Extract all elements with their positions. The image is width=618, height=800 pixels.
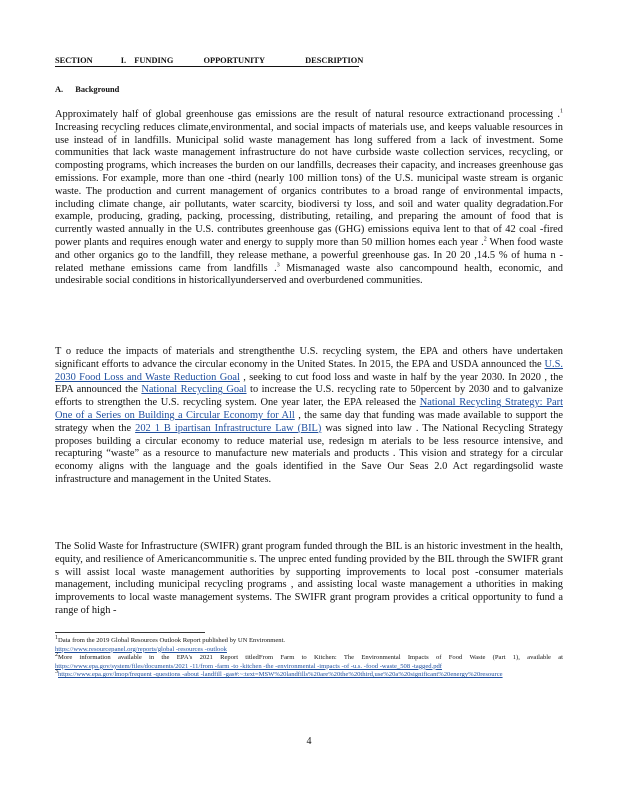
section-number: I.	[120, 56, 127, 65]
footnote-3-link[interactable]: https://www.epa.gov/lmop/frequent -questions -about -landfill -gas#:~:text=MSW%20landfills%20are%20the%20third,use%20a%20significant%20energy%20resource	[58, 671, 503, 679]
footnote-1-link[interactable]: https://www.resourcepanel.org/reports/global -resources -outlook	[55, 645, 227, 653]
footnote-3-number: 3	[55, 669, 58, 676]
footnote-ref-3[interactable]: 3	[276, 262, 280, 269]
paragraph-text: was signed into law . The National Recycling Strategy proposes building a circular economy to reduce material use, redesign m aterials to be less resource intensive, and recapturing “waste” as a resource to manufacture new materials and products . This vision and strategy for a circular economy aligns with the language and the goals identified in the Save Our Seas 2.0 Act regardingsolid waste infrastructure and management in the United States.	[55, 422, 563, 485]
paragraph-text: T o reduce the impacts of materials and strengthenthe U.S. recycling system, the EPA and others have undertaken significant efforts to advance the circular economy in the United States. In 2015, the EPA and USDA announced the	[55, 346, 563, 370]
sub-heading	[55, 85, 119, 94]
link-bipartisan-infrastructure-law[interactable]: 202 1 B ipartisan Infrastructure Law (BIL)	[135, 422, 322, 434]
section-title-word-3: DESCRIPTION	[305, 56, 364, 65]
paragraph-background	[55, 109, 563, 288]
section-title-word-2: OPPORTUNITY	[203, 56, 266, 65]
footnotes	[55, 634, 563, 680]
footnote-divider	[55, 632, 205, 633]
section-label: SECTION	[55, 56, 93, 65]
footnote-2	[55, 654, 563, 671]
sub-heading-title: Background	[75, 85, 120, 94]
paragraph-swifr-program	[55, 541, 563, 618]
sub-heading-letter: A.	[55, 85, 64, 94]
page-number: 4	[306, 736, 312, 747]
paragraph-text: When food waste and other organics go to the landfill, they release methane, a powerful greenhouse gas. In 20 20 ,14.5 % of huma n -related methane emissions came from landfills .	[55, 236, 563, 274]
paragraph-recycling-efforts	[55, 346, 563, 487]
footnote-1-text: Data from the 2019 Global Resources Outlook Report published by UN Environment.	[58, 637, 286, 644]
paragraph-text: , the same day that funding was made available to support the strategy when the	[55, 409, 563, 434]
link-national-recycling-goal[interactable]: National Recycling Goal	[141, 384, 247, 396]
footnote-2-number: 2	[55, 652, 58, 658]
paragraph-text: Mismanaged waste also cancompound health, economic, and undesirable social conditions in historicallyunderserved and overburdened communities.	[55, 262, 563, 287]
section-heading	[55, 56, 364, 67]
footnote-2-link[interactable]: https://www.epa.gov/system/files/documents/2021 -11/from -farm -to -kitchen -the -environmental -impacts -of -u.s. -food -waste_508 -tagged.pdf	[55, 662, 442, 670]
link-food-loss-goal[interactable]: U.S. 2030 Food Loss and Waste Reduction Goal	[55, 358, 563, 383]
footnote-1-number: 1	[55, 634, 58, 641]
footnote-1	[55, 634, 563, 654]
paragraph-text: to increase the U.S. recycling rate to 50percent by 2030 and to galvanize efforts to strengthen the U.S. recycling system. One year later, the EPA released the	[55, 384, 563, 409]
paragraph-text: The Solid Waste for Infrastructure (SWIFR) grant program funded through the BIL is an historic investment in the health, equity, and resilience of Americancommunitie s. The unprec ented funding provided by the BIL through the SWIFR grant s will assist local waste management authorities by supporting improvements to local post -consumer materials management, including municipal recycling programs , and assisting local waste management a uthorities in making improvements to local waste management systems. The SWIFR grant program provides a critical opportunity to fund a range of high -	[55, 541, 563, 616]
footnote-3	[55, 671, 563, 680]
footnote-ref-1[interactable]: 1	[560, 108, 563, 115]
paragraph-text: Approximately half of global greenhouse gas emissions are the result of natural resource extractionand processing .	[55, 109, 560, 120]
footnote-ref-2[interactable]: 2	[483, 236, 487, 243]
paragraph-text: , seeking to cut food loss and waste in half by the year 2030. In 2020 , the EPA announced the	[55, 371, 564, 396]
section-title-word-1: FUNDING	[134, 56, 174, 65]
link-national-recycling-strategy[interactable]: National Recycling Strategy: Part One of a Series on Building a Circular Economy for All	[55, 397, 563, 421]
footnote-2-text: More information available in the EPA's 2021 Report titledFrom Farm to Kitchen: The Environmental Impacts of Food Waste (Part 1), available at	[58, 654, 563, 662]
paragraph-text: Increasing recycling reduces climate,environmental, and social impacts of materials use, and keeps valuable resources in use instead of in landfills. Municipal solid waste management has long suffered from a lack of investment. Some communities that lack waste management infrastructure do not have curbside waste collection services, recycling, or composting programs, which increases the burden on our landfills, decreases their capacity, and increases greenhouse gas emissions. For example, more than one -third (nearly 100 million tons) of the U.S. municipal waste stream is organic waste. The production and current management of organics contributes to a broad range of environmental impacts, including climate change, air pollutants, water scarcity, biodiversi ty loss, and soil and water quality degradation.For example, producing, grading, packing, processing, distributing, retailing, and preparing the amount of food that is currently wasted annually in the U.S. contributes greenhouse gas (GHG) emissions equiva lent to that of 42 coal -fired power plants and requires enough water and energy to supply more than 50 million homes each year .	[55, 121, 563, 248]
